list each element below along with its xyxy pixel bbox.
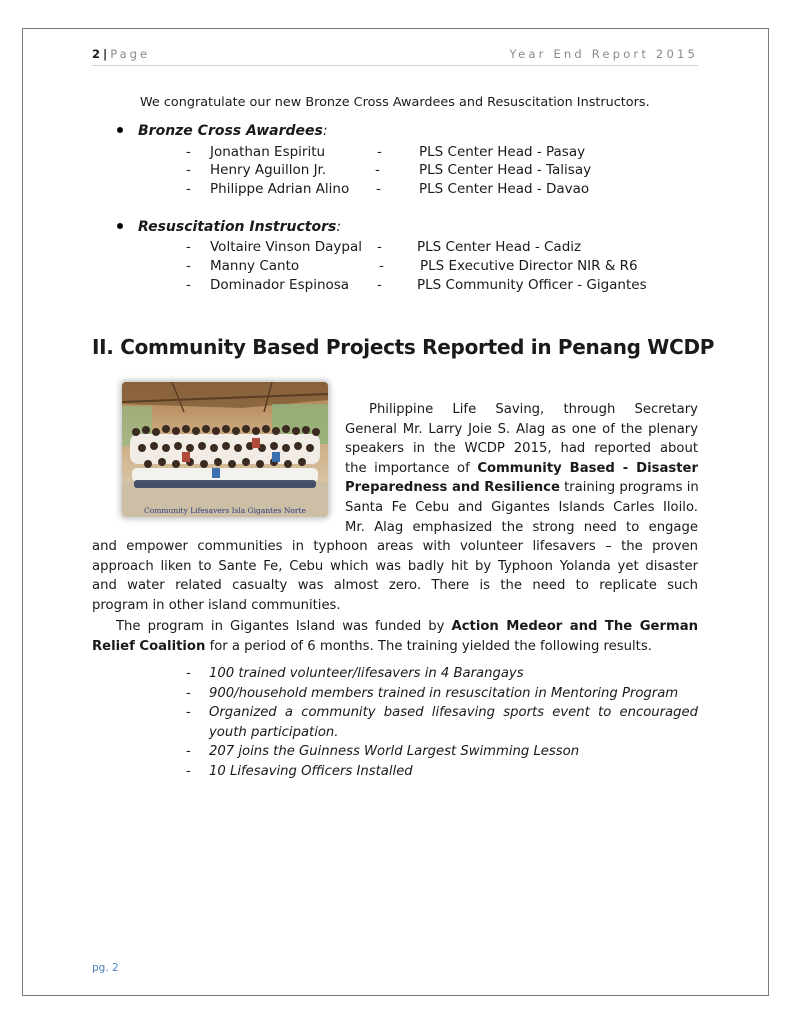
bullet-icon [117, 223, 123, 229]
row-dash: - [186, 277, 191, 293]
list-item [186, 742, 698, 762]
page-header [92, 47, 698, 66]
row-dash: - [186, 239, 191, 255]
list-item [186, 703, 698, 742]
para-text: The program in Gigantes Island was funded by [116, 619, 452, 634]
list-item-text: 900/household members trained in resuscitation in Mentoring Program [209, 685, 679, 701]
para-line: Santa Fe Cebu and Gigantes Islands Carles Iloilo. [345, 499, 698, 515]
section-title: II. Community Based Projects Reported in Penang WCDP [92, 335, 715, 359]
header-page-label [92, 47, 150, 61]
bronze-heading-colon: : [322, 123, 328, 139]
row-name: Voltaire Vinson Daypal [210, 239, 363, 255]
para-line: Philippine Life Saving, through Secretary [369, 402, 698, 417]
para-text: the importance of [345, 460, 478, 476]
resus-heading-text: Resuscitation Instructors [138, 219, 337, 235]
row-role: PLS Center Head - Davao [419, 181, 590, 197]
row-separator: - [376, 181, 381, 197]
row-separator: - [377, 144, 382, 160]
list-item-text: 207 joins the Guinness World Largest Swimming Lesson [209, 744, 580, 759]
row-role: PLS Center Head - Cadiz [417, 239, 582, 255]
para-bold-text: Action Medeor and The German [451, 619, 699, 634]
list-item-text: 10 Lifesaving Officers Installed [209, 763, 413, 779]
list-item [186, 684, 698, 704]
para-line [345, 478, 698, 498]
photo-caption: Community Lifesavers Isla Gigantes Norte [144, 506, 306, 515]
row-name: Philippe Adrian Alino [210, 181, 350, 197]
para-line: General Mr. Larry Joie S. Alag as one of the plenary [345, 421, 698, 437]
row-name: Jonathan Espiritu [210, 144, 326, 160]
para-line [92, 637, 698, 657]
list-dash: - [186, 685, 191, 701]
para-line: approach liken to Sante Fe, Cebu which was badly hit by Typhoon Yolanda yet disaster [92, 558, 698, 574]
header-page-number: 2 [92, 47, 101, 61]
para-line: program in other island communities. [92, 597, 341, 613]
header-separator: | [103, 47, 108, 61]
row-separator: - [377, 277, 382, 293]
paragraph-2 [92, 617, 698, 656]
row-name: Dominador Espinosa [210, 277, 350, 293]
list-dash: - [186, 666, 191, 681]
intro-sentence: We congratulate our new Bronze Cross Awardees and Resuscitation Instructors. [140, 95, 650, 110]
row-separator: - [375, 162, 380, 178]
paragraph-1-full [92, 537, 698, 615]
row-separator: - [377, 239, 382, 255]
row-name: Henry Aguillon Jr. [210, 162, 327, 178]
results-list [186, 664, 698, 781]
row-dash: - [186, 162, 191, 178]
page-footer: pg. 2 [92, 962, 119, 974]
list-item [186, 762, 698, 782]
row-dash: - [186, 258, 191, 274]
para-line [92, 617, 698, 637]
row-role: PLS Community Officer - Gigantes [417, 277, 647, 293]
para-line [345, 459, 698, 479]
para-text: training programs in [559, 480, 699, 496]
resus-heading-colon: : [336, 219, 342, 235]
header-page-word: Page [110, 47, 151, 61]
para-text: for a period of 6 months. The training yielded the following results. [205, 638, 652, 654]
para-line: Mr. Alag emphasized the strong need to engage [345, 519, 698, 535]
list-item-text: Organized a community based lifesaving sports event to encouraged youth participation. [209, 705, 698, 740]
bronze-heading [117, 123, 328, 139]
para-bold-text: Community Based - Disaster [477, 460, 699, 476]
list-item-text: 100 trained volunteer/lifesavers in 4 Barangays [209, 666, 524, 681]
row-dash: - [186, 144, 191, 160]
para-line: and water related casualty was almost zero. There is the need to replicate such [92, 578, 698, 594]
paragraph-1-column [345, 400, 698, 537]
group-photo-image [122, 382, 328, 517]
bronze-heading-text: Bronze Cross Awardees [138, 123, 323, 139]
resus-heading [117, 219, 341, 235]
para-bold-text: Preparedness and Resilience [345, 480, 560, 496]
row-separator: - [379, 258, 384, 274]
para-line: speakers in the WCDP 2015, had reported about [345, 441, 698, 457]
bullet-icon [117, 127, 123, 133]
list-item [186, 664, 698, 684]
row-role: PLS Center Head - Pasay [419, 144, 586, 160]
list-dash: - [186, 744, 191, 759]
row-role: PLS Center Head - Talisay [419, 162, 592, 178]
row-role: PLS Executive Director NIR & R6 [420, 258, 638, 274]
para-bold-text: Relief Coalition [92, 638, 206, 654]
group-photo [122, 382, 328, 517]
row-dash: - [186, 181, 191, 197]
list-dash: - [186, 705, 191, 720]
row-name: Manny Canto [210, 258, 300, 274]
header-report-title: Year End Report 2015 [509, 47, 698, 61]
para-line: and empower communities in typhoon areas with volunteer lifesavers – the proven [92, 539, 698, 554]
list-dash: - [186, 763, 191, 779]
